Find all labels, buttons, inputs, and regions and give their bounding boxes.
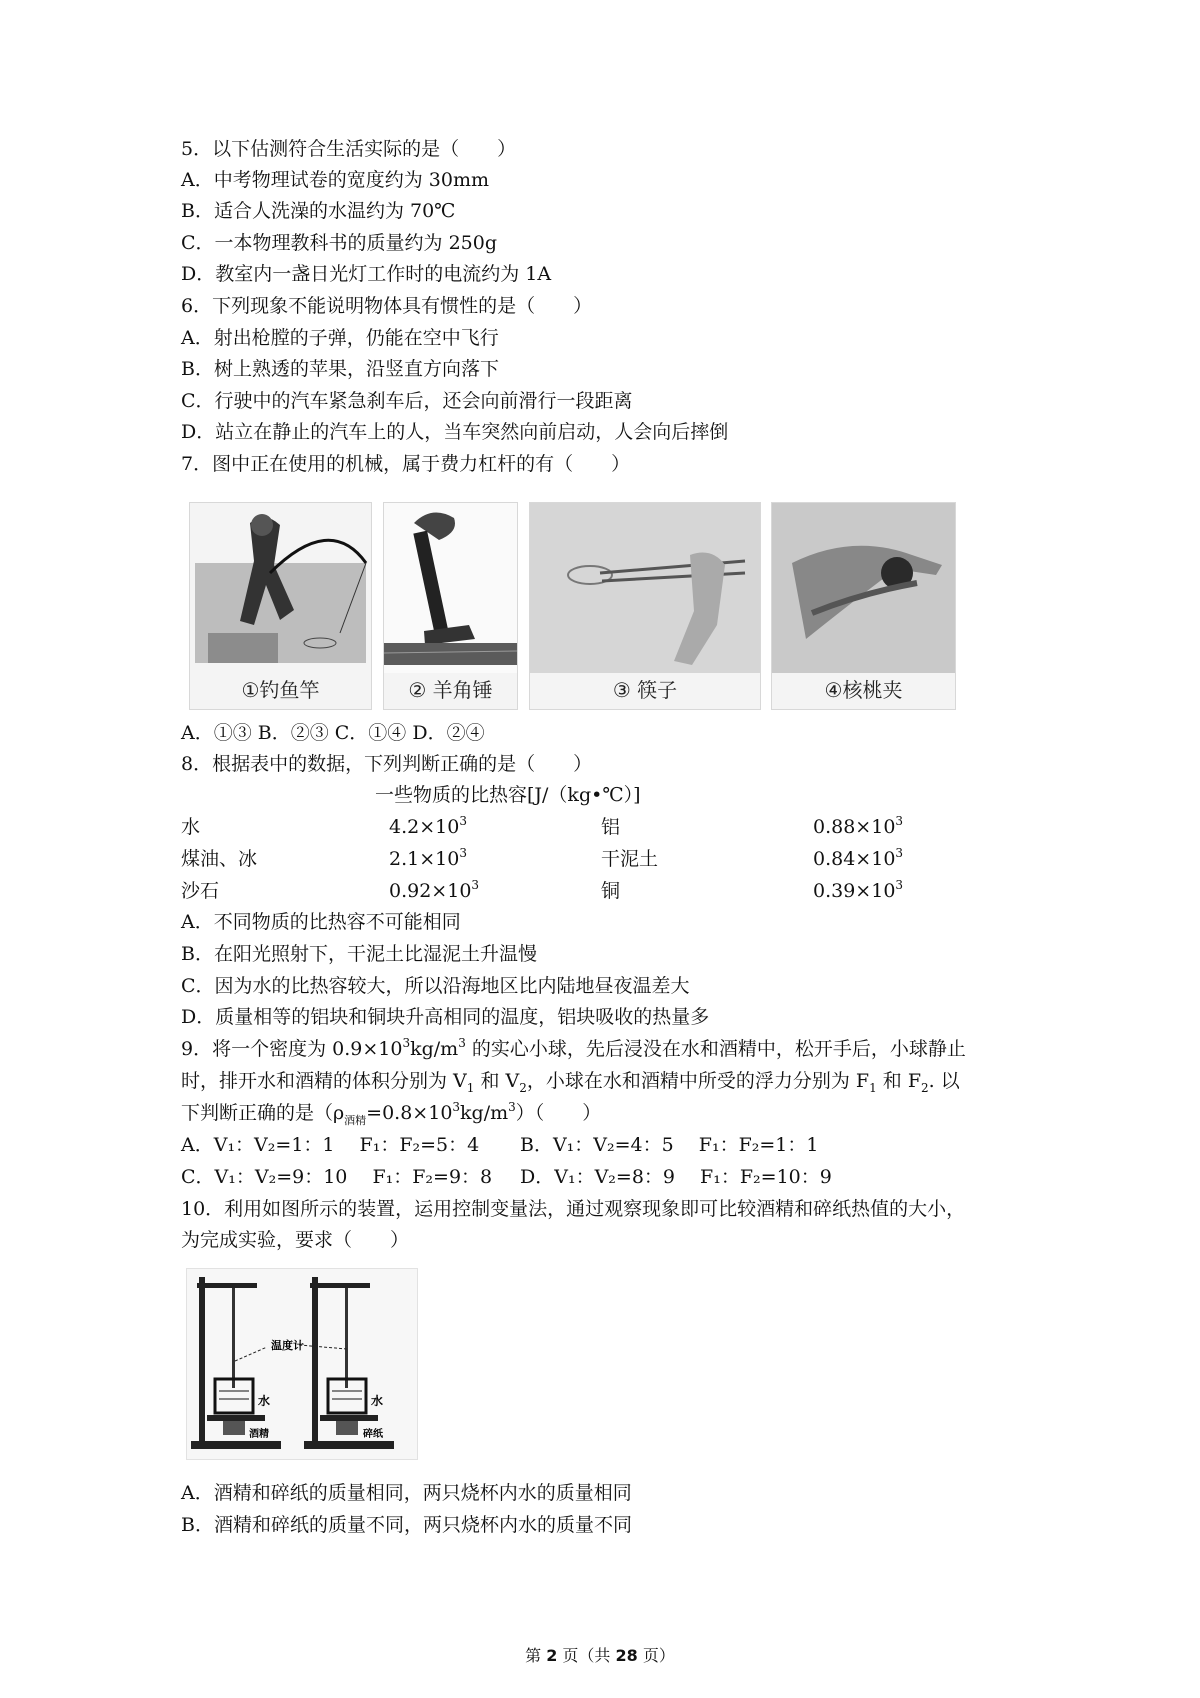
q6-option-a: A．射出枪膛的子弹，仍能在空中飞行 — [181, 327, 499, 349]
table-cell-substance: 干泥土 — [601, 848, 659, 870]
table-cell-substance: 煤油、冰 — [181, 848, 258, 870]
q5-option-b: B．适合人洗澡的水温约为 70℃ — [181, 200, 456, 222]
chopsticks-drawing — [530, 503, 760, 673]
q10-option-b: B．酒精和碎纸的质量不同，两只烧杯内水的质量不同 — [181, 1514, 632, 1536]
q5-option-d: D．教室内一盏日光灯工作时的电流约为 1A — [181, 263, 552, 285]
table-cell-value: $2.1\times 10^3$ — [389, 846, 467, 870]
q6-option-c: C．行驶中的汽车紧急刹车后，还会向前滑行一段距离 — [181, 390, 633, 412]
table-cell-value: $4.2\times 10^3$ — [389, 814, 467, 838]
q9-option-b: B．V₁：V₂=4：5 F₁：F₂=1：1 — [520, 1134, 819, 1156]
q9-option-c: C．V₁：V₂=9：10 F₁：F₂=9：8 — [181, 1166, 493, 1188]
fishing-rod-image — [189, 502, 372, 710]
fishing-rod-caption: ①钓鱼竿 — [241, 678, 320, 702]
q8-option-a: A．不同物质的比热容不可能相同 — [181, 911, 461, 933]
q5-stem: 5．以下估测符合生活实际的是（ ） — [181, 138, 517, 160]
q7-options: A．①③ B．②③ C．①④ D．②④ — [181, 722, 485, 744]
table-cell-substance: 铝 — [601, 816, 621, 838]
table-cell-value: $0.84\times 10^3$ — [813, 846, 904, 870]
table-cell-substance: 铜 — [601, 880, 621, 902]
claw-hammer-caption: ② 羊角锤 — [408, 678, 493, 702]
q6-stem: 6．下列现象不能说明物体具有惯性的是（ ） — [181, 295, 593, 317]
nutcracker-image — [771, 502, 956, 710]
q9-stem-line-2: 时，排开水和酒精的体积分别为 $V_1$ 和 $V_2$，小球在水和酒精中所受的浮力分别为 $F_1$ 和 $F_2$. 以 — [181, 1070, 960, 1095]
fishing-rod-drawing — [190, 503, 371, 673]
claw-hammer-drawing — [384, 503, 517, 673]
claw-hammer-image — [383, 502, 518, 710]
water-label-right: 水 — [371, 1394, 384, 1408]
table-cell-substance: 水 — [181, 816, 201, 838]
q8-option-c: C．因为水的比热容较大，所以沿海地区比内陆地昼夜温差大 — [181, 975, 690, 997]
chopsticks-caption: ③ 筷子 — [612, 678, 678, 702]
water-label-left: 水 — [258, 1394, 271, 1408]
q10-stem-line-2: 为完成实验，要求（ ） — [181, 1229, 410, 1251]
q5-option-c: C．一本物理教科书的质量约为 250g — [181, 232, 498, 254]
q6-option-b: B．树上熟透的苹果，沿竖直方向落下 — [181, 358, 499, 380]
q10-option-a: A．酒精和碎纸的质量相同，两只烧杯内水的质量相同 — [181, 1482, 632, 1504]
page-footer: 第 2 页（共 28 页） — [525, 1646, 675, 1665]
table-cell-value: $0.92\times 10^3$ — [389, 878, 480, 902]
q6-option-d: D．站立在静止的汽车上的人，当车突然向前启动，人会向后摔倒 — [181, 421, 729, 443]
q8-option-b: B．在阳光照射下，干泥土比湿泥土升温慢 — [181, 943, 537, 965]
q9-stem-line-1: 9．将一个密度为 $0.9\times 10^3kg/m^3$ 的实心小球，先后浸没在水和酒精中，松开手后，小球静止 — [181, 1036, 966, 1060]
nutcracker-caption: ④核桃夹 — [824, 678, 903, 702]
page-number: 2 — [546, 1646, 558, 1665]
paper-label: 碎纸 — [363, 1429, 383, 1440]
table-cell-substance: 沙石 — [181, 880, 220, 902]
table-cell-value: $0.88\times 10^3$ — [813, 814, 904, 838]
q8-stem: 8．根据表中的数据，下列判断正确的是（ ） — [181, 753, 593, 775]
page-total: 28 — [615, 1646, 638, 1665]
q9-option-d: D．V₁：V₂=8：9 F₁：F₂=10：9 — [520, 1166, 832, 1188]
q5-option-a: A．中考物理试卷的宽度约为 30mm — [181, 169, 489, 191]
q9-stem-line-3: 下判断正确的是$(\rho_{酒精}=0.8\times 10^3kg/m^3)$（ ） — [181, 1100, 602, 1127]
alcohol-label: 酒精 — [249, 1429, 269, 1440]
thermometer-label: 温度计 — [271, 1339, 304, 1352]
heating-apparatus-figure — [186, 1268, 418, 1460]
q10-stem-line-1: 10．利用如图所示的装置，运用控制变量法，通过观察现象即可比较酒精和碎纸热值的大小， — [181, 1198, 966, 1220]
q8-option-d: D．质量相等的铝块和铜块升高相同的温度，铝块吸收的热量多 — [181, 1006, 710, 1028]
nutcracker-drawing — [772, 503, 955, 673]
chopsticks-image — [529, 502, 761, 710]
q7-stem: 7．图中正在使用的机械，属于费力杠杆的有（ ） — [181, 453, 631, 475]
heating-apparatus-drawing — [187, 1269, 417, 1459]
q9-option-a: A．V₁：V₂=1：1 F₁：F₂=5：4 — [181, 1134, 480, 1156]
table-cell-value: $0.39\times 10^3$ — [813, 878, 904, 902]
specific-heat-table-title: 一些物质的比热容[J/（kg•℃）] — [375, 784, 641, 806]
